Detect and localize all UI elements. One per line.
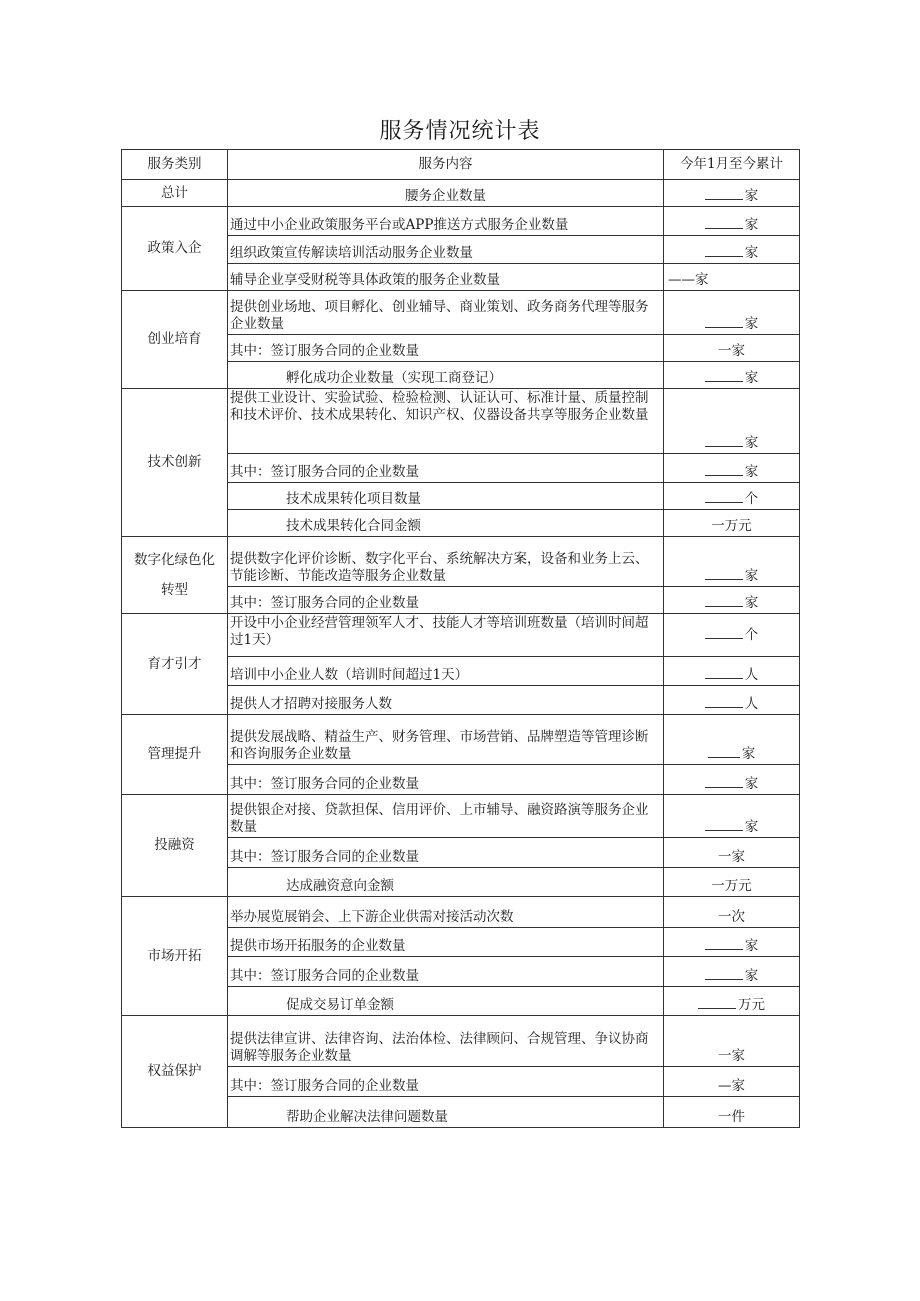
content-cell: 提供发展战略、精益生产、财务管理、市场营销、品牌塑造等管理诊断和咨询服务企业数量 (228, 715, 664, 765)
page-title: 服务情况统计表 (379, 119, 541, 144)
content-cell: 其中：签订服务合同的企业数量 (228, 957, 664, 987)
value-cell: 家 (664, 207, 800, 236)
value-cell: 家 (664, 389, 800, 454)
content-cell: 其中：签订服务合同的企业数量 (228, 838, 664, 868)
header-cumulative: 今年1月至今累计 (664, 150, 800, 180)
table-row (122, 614, 800, 657)
value-cell: 一件 (664, 1097, 800, 1128)
value-cell: 家 (664, 928, 800, 957)
value-cell: 个 (664, 614, 800, 657)
value-cell: ——家 (664, 264, 800, 291)
value-cell: 一万元 (664, 510, 800, 537)
category-cell: 市场开拓 (122, 897, 228, 1016)
content-cell: 提供市场开拓服务的企业数量 (228, 928, 664, 957)
content-cell: 通过中小企业政策服务平台或APP推送方式服务企业数量 (228, 207, 664, 236)
value-cell: 一家 (664, 335, 800, 362)
content-cell: 辅导企业享受财税等具体政策的服务企业数量 (228, 264, 664, 291)
value-cell: 一万元 (664, 868, 800, 897)
table-row (122, 389, 800, 454)
content-cell: 促成交易订单金额 (228, 987, 664, 1016)
value-cell: 个 (664, 483, 800, 510)
value-cell: 家 (664, 795, 800, 838)
category-cell: 育才引才 (122, 614, 228, 715)
content-cell: 开设中小企业经营管理领军人才、技能人才等培训班数量（培训时间超过1天） (228, 614, 664, 657)
content-cell: 其中：签订服务合同的企业数量 (228, 765, 664, 795)
category-cell: 管理提升 (122, 715, 228, 795)
value-cell: 人 (664, 657, 800, 686)
table-row (122, 537, 800, 587)
value-cell: 家 (664, 454, 800, 483)
category-cell: 权益保护 (122, 1016, 228, 1128)
content-cell: 孵化成功企业数量（实现工商登记） (228, 362, 664, 389)
table-row (122, 207, 800, 236)
content-cell: 其中：签订服务合同的企业数量 (228, 454, 664, 483)
table-header-row (122, 150, 800, 180)
table-row (122, 291, 800, 335)
value-cell: 家 (664, 362, 800, 389)
table-row (122, 180, 800, 207)
value-cell: 家 (664, 587, 800, 614)
content-cell: 举办展览展销会、上下游企业供需对接活动次数 (228, 897, 664, 928)
content-cell: 组织政策宣传解读培训活动服务企业数量 (228, 236, 664, 264)
content-cell: 提供数字化评价诊断、数字化平台、系统解决方案，设备和业务上云、节能诊断、节能改造等服务企业数量 (228, 537, 664, 587)
content-cell: 腰务企业数量 (228, 180, 664, 207)
value-cell: 家 (664, 537, 800, 587)
value-cell: 一次 (664, 897, 800, 928)
value-cell: 人 (664, 686, 800, 715)
category-cell: 投融资 (122, 795, 228, 897)
content-cell: 帮助企业解决法律问题数量 (228, 1097, 664, 1128)
value-cell: 万元 (664, 987, 800, 1016)
category-cell: 数字化绿色化 转型 (122, 537, 228, 614)
content-cell: 其中：签订服务合同的企业数量 (228, 335, 664, 362)
category-cell: 创业培育 (122, 291, 228, 389)
value-cell: 家 (664, 180, 800, 207)
content-cell: 提供人才招聘对接服务人数 (228, 686, 664, 715)
content-cell: 达成融资意向金额 (228, 868, 664, 897)
category-cell: 技术创新 (122, 389, 228, 537)
value-cell: 家 (664, 236, 800, 264)
category-cell: 总计 (122, 180, 228, 207)
content-cell: 提供工业设计、实验试验、检验检测、认证认可、标准计量、质量控制和技术评价、技术成果转化、知识产权、仪器设备共享等服务企业数量 (228, 389, 664, 454)
header-content: 服务内容 (228, 150, 664, 180)
content-cell: 技术成果转化项目数量 (228, 483, 664, 510)
value-cell: 家 (664, 715, 800, 765)
content-cell: 其中：签订服务合同的企业数量 (228, 587, 664, 614)
table-row (122, 795, 800, 838)
header-category: 服务类别 (122, 150, 228, 180)
service-stats-table (121, 149, 800, 1128)
content-cell: 其中：签订服务合同的企业数量 (228, 1067, 664, 1097)
table-row (122, 1016, 800, 1067)
value-cell: 家 (664, 765, 800, 795)
content-cell: 提供法律宣讲、法律咨询、法治体检、法律顾问、合规管理、争议协商调解等服务企业数量 (228, 1016, 664, 1067)
content-cell: 提供创业场地、项目孵化、创业辅导、商业策划、政务商务代理等服务企业数量 (228, 291, 664, 335)
value-cell: 家 (664, 957, 800, 987)
content-cell: 提供银企对接、贷款担保、信用评价、上市辅导、融资路演等服务企业数量 (228, 795, 664, 838)
value-cell: 家 (664, 291, 800, 335)
table-row (122, 897, 800, 928)
category-cell: 政策入企 (122, 207, 228, 291)
value-cell: —家 (664, 1067, 800, 1097)
value-cell: 一家 (664, 838, 800, 868)
content-cell: 培训中小企业人数（培训时间超过1天） (228, 657, 664, 686)
content-cell: 技术成果转化合同金额 (228, 510, 664, 537)
table-row (122, 715, 800, 765)
value-cell: 一家 (664, 1016, 800, 1067)
